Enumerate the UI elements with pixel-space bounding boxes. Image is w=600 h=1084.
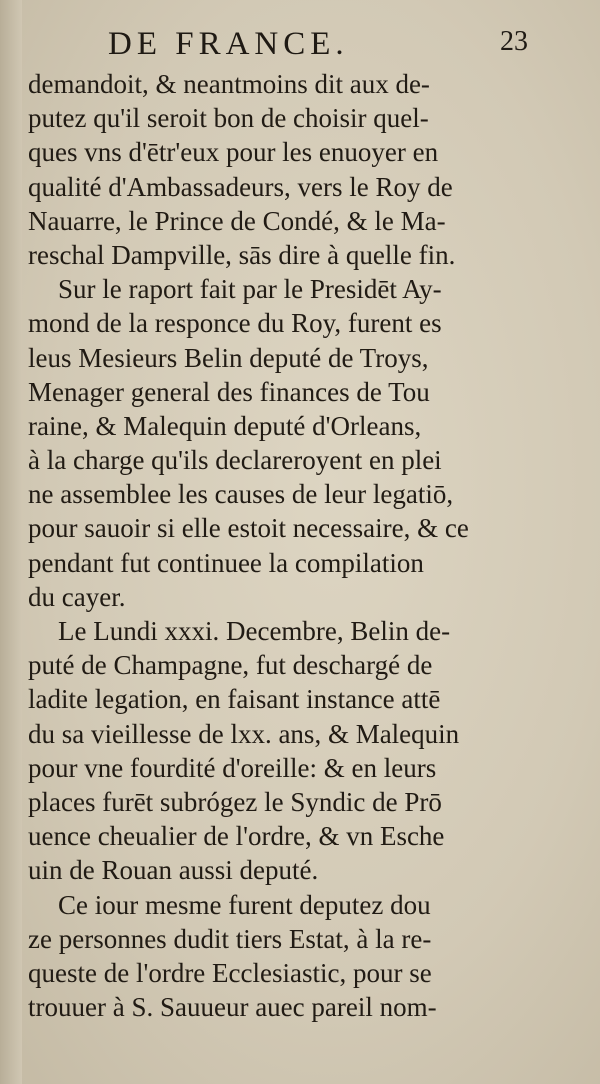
text-line: ne assemblee les causes de leur legatiō, [28, 479, 454, 510]
text-line: à la charge qu'ils declareroyent en plei [28, 445, 442, 476]
text-line: places furēt subrógez le Syndic de Prō [28, 786, 442, 817]
text-line: trouuer à S. Sauueur auec pareil nom- [28, 992, 437, 1023]
text-line: ladite legation, en faisant instance attē [28, 684, 441, 715]
text-line: demandoit, & neantmoins dit aux de- [28, 69, 430, 99]
text-block [28, 67, 480, 1024]
text-line: pour vne fourdité d'oreille: & en leurs [28, 752, 437, 783]
text-line: du sa vieillesse de lxx. ans, & Malequin [28, 718, 460, 749]
page-gutter [0, 0, 22, 1084]
text-line: uin de Rouan aussi deputé. [28, 855, 319, 886]
text-line: leus Mesieurs Belin deputé de Troys, [28, 342, 429, 373]
page-number: 23 [500, 26, 528, 57]
text-line: uence cheualier de l'ordre, & vn Esche [28, 821, 445, 852]
text-line: qualité d'Ambassadeurs, vers le Roy de [28, 171, 453, 202]
page-header [100, 22, 528, 66]
text-line: du cayer. [28, 581, 126, 612]
paragraph-start-line: Ce iour mesme furent deputez dou [58, 889, 431, 920]
text-line: mond de la responce du Roy, furent es [28, 308, 442, 339]
text-line: reschal Dampville, sās dire à quelle fin. [28, 239, 456, 270]
text-line: Nauarre, le Prince de Condé, & le Ma- [28, 205, 446, 236]
paragraph-start-line: Le Lundi xxxi. Decembre, Belin de- [58, 616, 451, 646]
running-title: DE FRANCE. [108, 26, 349, 62]
text-line: ze personnes dudit tiers Estat, à la re- [28, 923, 432, 954]
text-line: queste de l'ordre Ecclesiastic, pour se [28, 957, 432, 988]
paragraph-start-line: Sur le raport fait par le Presidēt Ay- [58, 274, 442, 305]
text-line: raine, & Malequin deputé d'Orleans, [28, 410, 422, 441]
text-line: puté de Champagne, fut deschargé de [28, 650, 433, 681]
text-line: pendant fut continuee la compilation [28, 547, 424, 578]
text-line: ques vns d'ētr'eux pour les enuoyer en [28, 137, 439, 168]
text-line: putez qu'il seroit bon de choisir quel- [28, 103, 429, 134]
text-line: pour sauoir si elle estoit necessaire, & ce [28, 513, 469, 544]
text-line: Menager general des finances de Tou [28, 376, 430, 407]
